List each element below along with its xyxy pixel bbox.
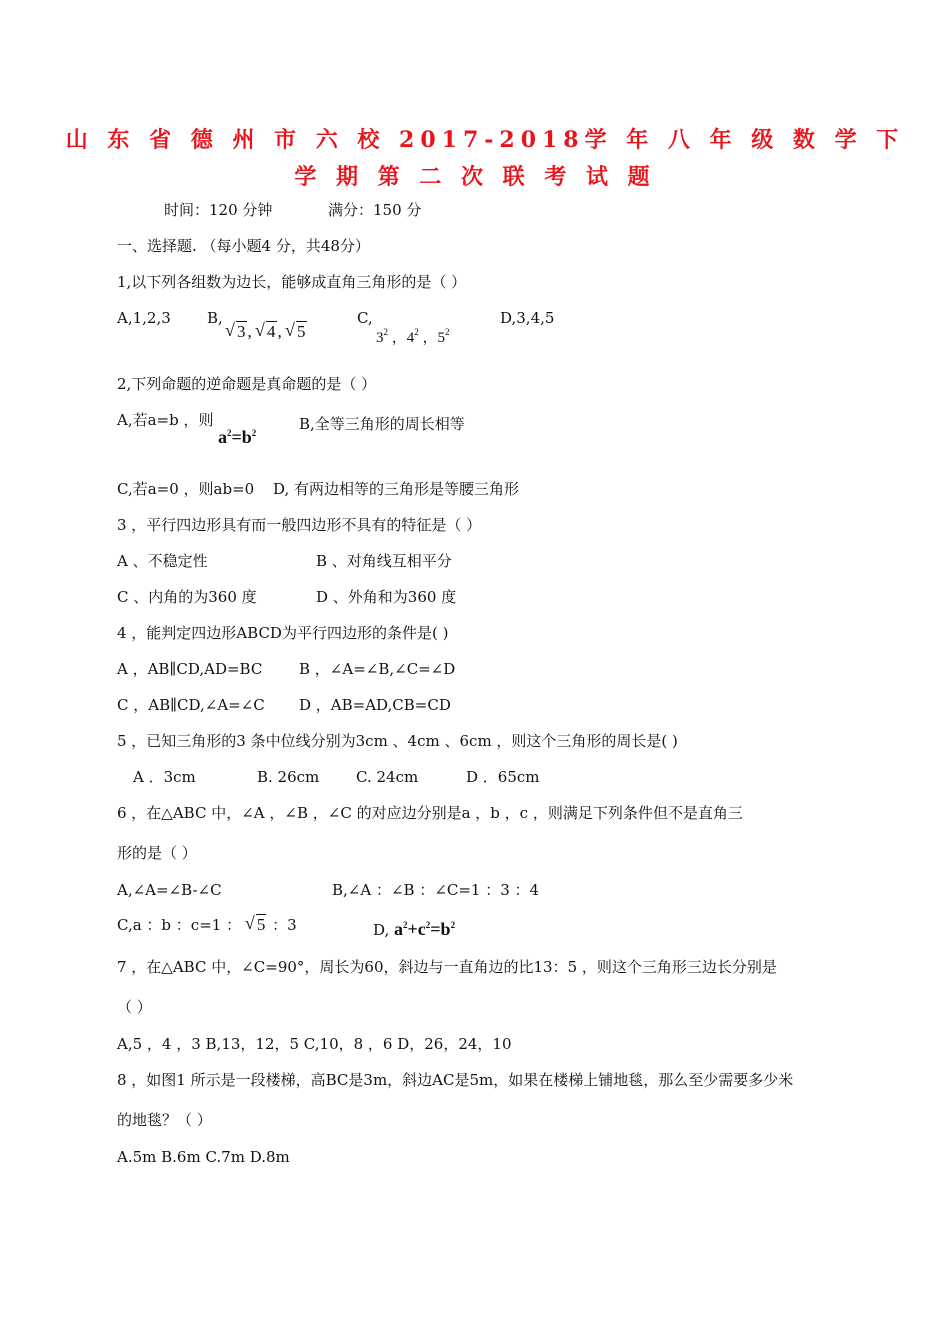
q1-option-a: A,1,2,3 [117, 309, 171, 327]
q4-option-d: D ，AB=AD,CB=CD [299, 696, 451, 714]
q1-option-b [207, 308, 223, 328]
sqrt-4 [256, 322, 277, 342]
q6-option-a: A,∠A=∠B-∠C [117, 881, 222, 899]
exam-title-line2: 学 期 第 二 次 联 考 试 题 [294, 164, 656, 190]
q6-option-c [117, 915, 297, 935]
q2-option-b: B,全等三角形的周长相等 [299, 415, 465, 433]
exponent: 2 [445, 327, 450, 337]
q2-option-a-math [218, 423, 256, 447]
q7-options: A,5 ，4 ，3 B,13，12，5 C,10，8 ，6 D，26，24，10 [117, 1035, 512, 1053]
q4-option-c: C ，AB∥CD,∠A=∠C [117, 696, 265, 714]
q3-stem: 3 ，平行四边形具有而一般四边形不具有的特征是（ ） [117, 516, 482, 534]
base: 4 [406, 330, 415, 346]
q1-option-b-math: √ 3 , √ 4 , √ 5 [226, 322, 308, 342]
radicand: 3 [237, 322, 246, 341]
sqrt-5 [286, 322, 307, 342]
exponent: 2 [425, 920, 431, 930]
radicand: 5 [297, 322, 306, 341]
q2-stem: 2,下列命题的逆命题是真命题的是（ ） [117, 375, 377, 393]
base: a [218, 427, 227, 447]
q3-option-b: B 、对角线互相平分 [316, 552, 452, 570]
q3-option-a: A 、不稳定性 [117, 552, 208, 570]
exponent: 2 [383, 327, 388, 337]
sqrt-3 [226, 322, 247, 342]
q5-option-d: D ．65cm [466, 768, 540, 786]
q6-option-d [373, 915, 455, 940]
base: 3 [376, 330, 384, 346]
q6-option-c-tail: ：3 [272, 916, 297, 934]
q3-option-d: D 、外角和为360 度 [316, 588, 457, 606]
q1-option-d: D,3,4,5 [500, 309, 555, 327]
q8-stem-line2: 的地毯？（ ） [117, 1111, 212, 1129]
equation-rhs: =b [430, 919, 451, 939]
exponent: 2 [403, 920, 408, 930]
q2-option-d: D, 有两边相等的三角形是等腰三角形 [273, 480, 520, 498]
q5-option-c: C. 24cm [356, 768, 419, 786]
q6-option-c-text: C,a ：b ：c=1 ： [117, 916, 242, 934]
exam-title-line1: 山 东 省 德 州 市 六 校 2017-2018学 年 八 年 级 数 学 下 [65, 127, 905, 153]
exponent: 2 [414, 327, 419, 337]
q7-stem-line1: 7 ，在△ABC 中，∠C=90°，周长为60，斜边与一直角边的比13：5 ，则这个三角形三边长分别是 [117, 958, 777, 976]
sqrt-5 [246, 915, 267, 935]
section-heading: 一、选择题. （每小题4 分，共48分） [117, 237, 370, 255]
q6-option-d-math [394, 919, 455, 939]
equation-rhs: =b [231, 427, 252, 447]
q5-option-b: B. 26cm [257, 768, 320, 786]
q1-stem: 1,以下列各组数为边长，能够成直角三角形的是（ ） [117, 273, 467, 291]
q4-stem: 4 ，能判定四边形ABCD为平行四边形的条件是( ) [117, 624, 449, 642]
base: a [394, 919, 404, 939]
q6-stem-line1: 6 ，在△ABC 中，∠A ，∠B ，∠C 的对应边分别是a ，b ，c ，则满足下列条件但不是直角三 [117, 804, 743, 822]
term: +c [407, 919, 426, 939]
q3-option-c: C 、内角的为360 度 [117, 588, 257, 606]
exponent: 2 [251, 428, 257, 438]
exam-score: 满分：150 分 [328, 201, 422, 219]
q1-option-c: C, [357, 309, 373, 327]
radicand: 5 [256, 915, 266, 934]
q2-option-a: A,若a=b ，则 [117, 411, 214, 429]
q6-option-b: B,∠A ：∠B ：∠C=1 ：3 ：4 [332, 881, 540, 899]
q6-stem-line2: 形的是（ ） [117, 844, 197, 862]
q5-option-a: A ．3cm [133, 768, 196, 786]
q8-options: A.5m B.6m C.7m D.8m [117, 1148, 290, 1166]
q6-option-d-prefix: D, [373, 921, 390, 939]
q1-option-b-prefix: B, [207, 309, 223, 327]
radicand: 4 [267, 322, 276, 341]
exponent: 2 [450, 920, 456, 930]
q5-stem: 5 ，已知三角形的3 条中位线分别为3cm 、4cm 、6cm ，则这个三角形的周长是( ) [117, 732, 678, 750]
q1-option-c-math: $3^2$ ，$4^2$ ，$5^2$ [376, 327, 450, 346]
q4-option-a: A ，AB∥CD,AD=BC [117, 660, 263, 678]
exam-time: 时间：120 分钟 [164, 201, 273, 219]
base: 5 [437, 330, 446, 346]
q4-option-b: B ，∠A=∠B,∠C=∠D [299, 660, 456, 678]
q8-stem-line1: 8 ，如图1 所示是一段楼梯，高BC是3m，斜边AC是5m，如果在楼梯上铺地毯，那么至少需要多少米 [117, 1071, 794, 1089]
q7-stem-line2: （ ） [117, 998, 152, 1016]
q2-option-c: C,若a=0 ，则ab=0 [117, 480, 255, 498]
exponent: 2 [227, 428, 232, 438]
